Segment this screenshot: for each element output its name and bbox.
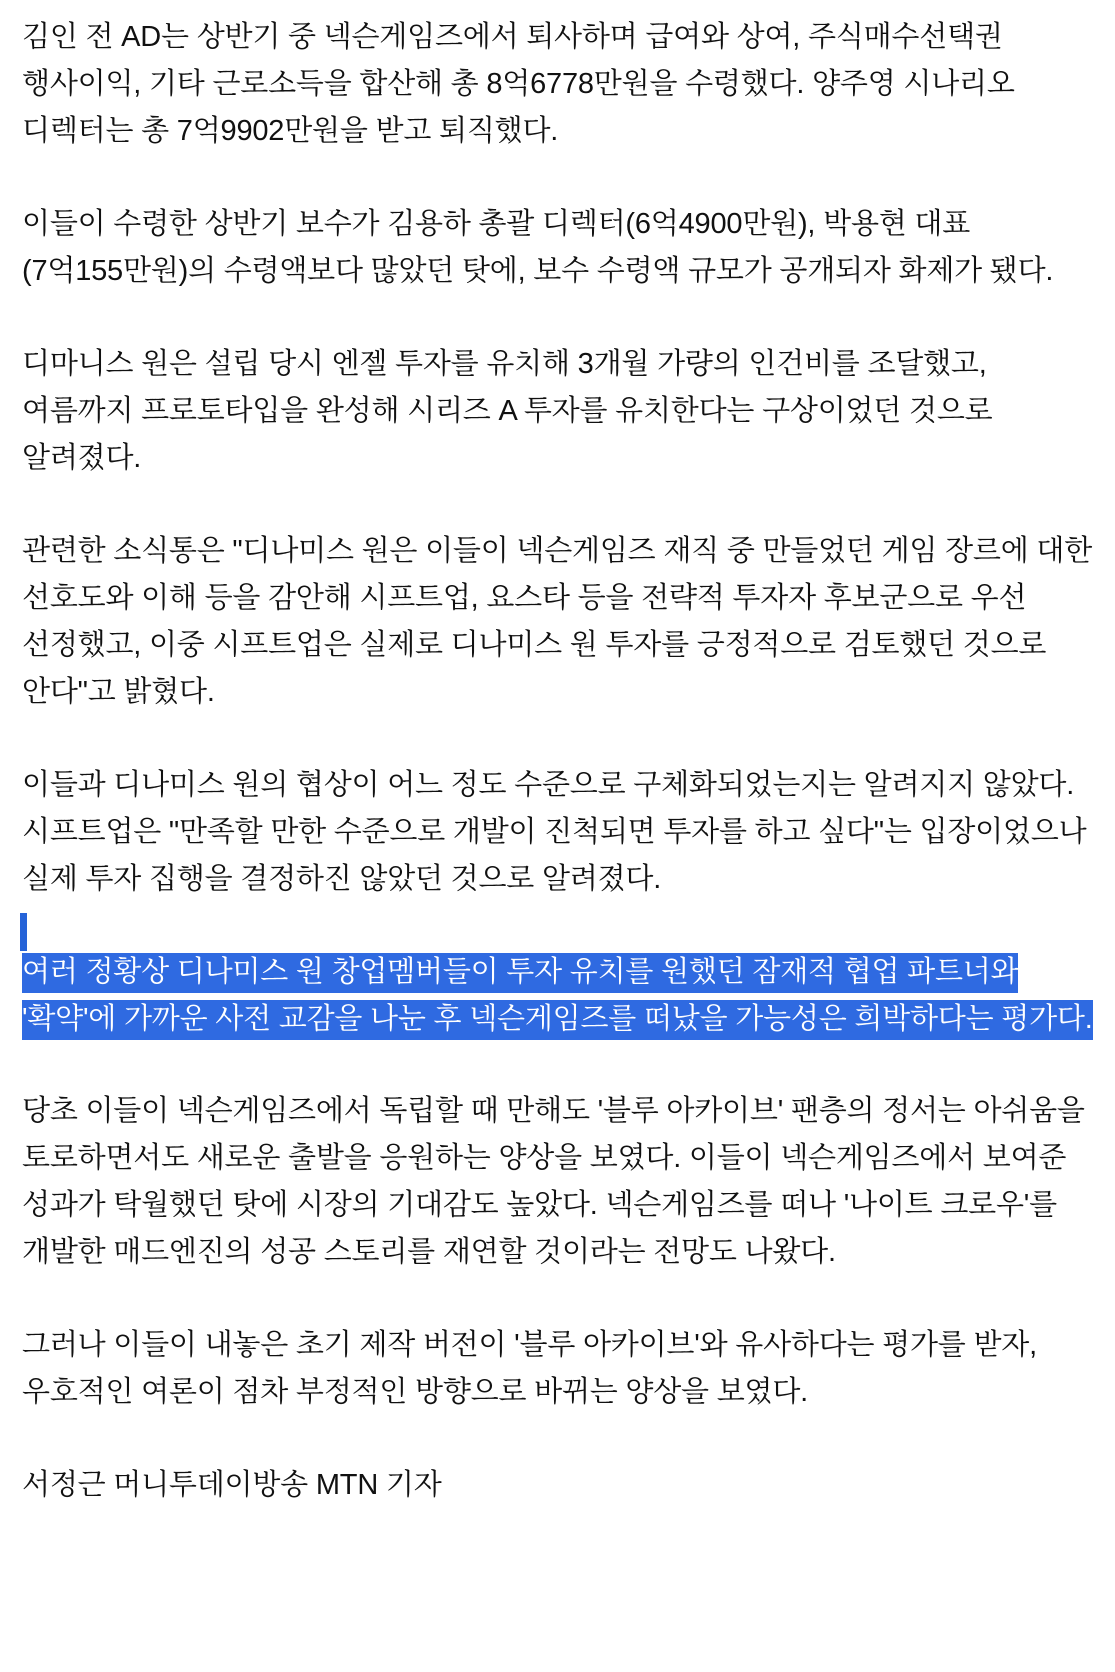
article-paragraph: 이들이 수령한 상반기 보수가 김용하 총괄 디렉터(6억4900만원), 박용현 대표(7억155만원)의 수령액보다 많았던 탓에, 보수 수령액 규모가 공개되자 화제가 됐다. — [22, 207, 1054, 287]
article-paragraph: 관련한 소식통은 "디나미스 원은 이들이 넥슨게임즈 재직 중 만들었던 게임 장르에 대한 선호도와 이해 등을 감안해 시프트업, 요스타 등을 전략적 투자자 후보군으로 우선 선정했고, 이중 시프트업은 실제로 디나미스 원 투자를 긍정적으로 검토했던 것으로 안다"고 밝혔다. — [22, 534, 1093, 708]
selection-caret — [20, 913, 27, 951]
article-byline: 서정근 머니투데이방송 MTN 기자 — [22, 1469, 442, 1502]
article-paragraph: 이들과 디나미스 원의 협상이 어느 정도 수준으로 구체화되었는지는 알려지지 않았다. 시프트업은 "만족할 만한 수준으로 개발이 진척되면 투자를 하고 싶다"는 입장이었으나 실제 투자 집행을 결정하진 않았던 것으로 알려졌다. — [22, 768, 1087, 895]
article-paragraph: 디마니스 원은 설립 당시 엔젤 투자를 유치해 3개월 가량의 인건비를 조달했고, 여름까지 프로토타입을 완성해 시리즈 A 투자를 유치한다는 구상이었던 것으로 알려졌다. — [22, 347, 993, 474]
article-paragraph: 김인 전 AD는 상반기 중 넥슨게임즈에서 퇴사하며 급여와 상여, 주식매수선택권 행사이익, 기타 근로소득을 합산해 총 8억6778만원을 수령했다. 양주영 시나리오 디렉터는 총 7억9902만원을 받고 퇴직했다. — [22, 21, 1015, 147]
text-selection-block[interactable] — [22, 949, 1093, 1043]
highlighted-paragraph[interactable] — [22, 953, 1093, 1040]
article-paragraph: 그러나 이들이 내놓은 초기 제작 버전이 '블루 아카이브'와 유사하다는 평가를 받자, 우호적인 여론이 점차 부정적인 방향으로 바뀌는 양상을 보였다. — [22, 1329, 1037, 1409]
selection-highlight: 여러 정황상 디나미스 원 창업멤버들이 투자 유치를 원했던 잠재적 협업 파트너와 '확약'에 가까운 사전 교감을 나눈 후 넥슨게임즈를 떠났을 가능성은 희박하다는 평가다. — [22, 953, 1093, 1040]
article-paragraph: 당초 이들이 넥슨게임즈에서 독립할 때 만해도 '블루 아카이브' 팬층의 정서는 아쉬움을 토로하면서도 새로운 출발을 응원하는 양상을 보였다. 이들이 넥슨게임즈에서 보여준 성과가 탁월했던 탓에 시장의 기대감도 높았다. 넥슨게임즈를 떠나 '나이트 크로우'를 개발한 매드엔진의 성공 스토리를 재연할 것이라는 전망도 나왔다. — [22, 1095, 1085, 1269]
